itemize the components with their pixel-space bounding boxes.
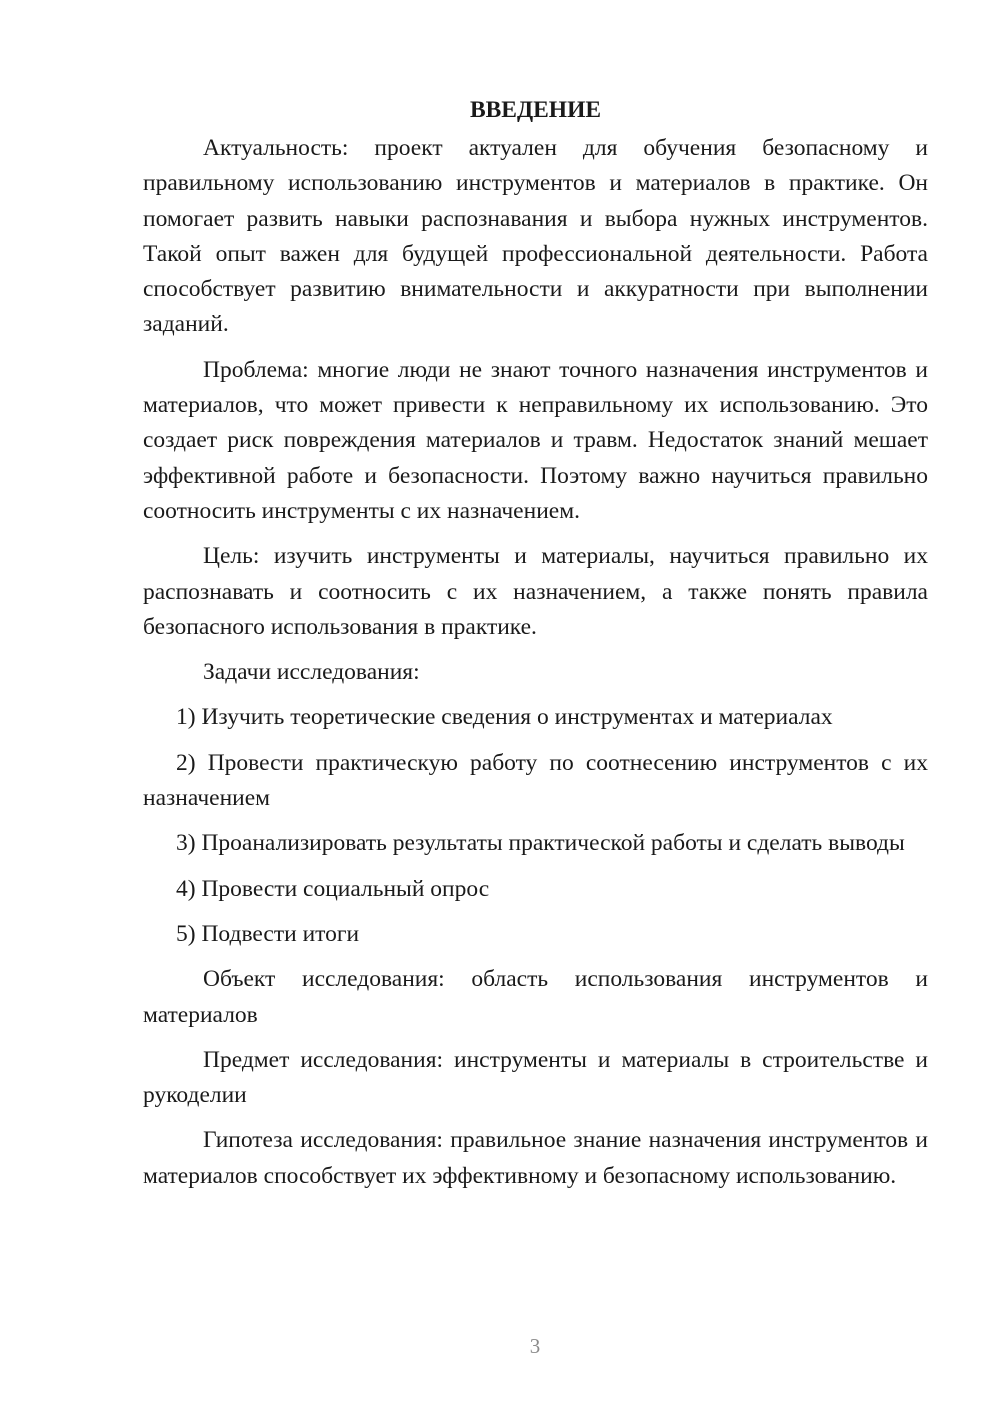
hypothesis-paragraph: Гипотеза исследования: правильное знание назначения инструментов и материалов способствует их эффективному и безопасному использованию.: [143, 1127, 928, 1189]
problem-paragraph: Проблема: многие люди не знают точного назначения инструментов и материалов, что может привести к неправильному их использованию. Это создает риск повреждения материалов и травм. Недостаток знаний мешает эффективной работе и безопасности. Поэтому важно научиться правильно соотносить инструменты с их назначением.: [143, 356, 928, 524]
task-item-1: 1) Изучить теоретические сведения о инструментах и материалах: [176, 704, 833, 731]
task-item-4: 4) Провести социальный опрос: [176, 875, 490, 902]
page-number: 3: [529, 1334, 541, 1358]
tasks-title: Задачи исследования:: [203, 659, 420, 686]
object-paragraph: Объект исследования: область использования инструментов и материалов: [143, 966, 928, 1028]
task-item-3: 3) Проанализировать результаты практической работы и сделать выводы: [176, 830, 905, 857]
task-item-5: 5) Подвести итоги: [176, 920, 360, 947]
subject-paragraph: Предмет исследования: инструменты и материалы в строительстве и рукоделии: [143, 1046, 928, 1109]
page-content: [143, 92, 928, 1204]
task-item-2: 2) Провести практическую работу по соотнесению инструментов с их назначением: [143, 749, 928, 812]
section-heading: ВВЕДЕНИЕ: [469, 97, 602, 123]
relevance-paragraph: Актуальность: проект актуален для обучения безопасному и правильному использованию инструментов и материалов в практике. Он помогает развить навыки распознавания и выбора нужных инструментов. Такой опыт важен для будущей профессиональной деятельности. Работа способствует развитию внимательности и аккуратности при выполнении заданий.: [143, 135, 928, 338]
goal-paragraph: Цель: изучить инструменты и материалы, научиться правильно их распознавать и соотносить с их назначением, а также понять правила безопасного использования в практике.: [143, 543, 928, 640]
